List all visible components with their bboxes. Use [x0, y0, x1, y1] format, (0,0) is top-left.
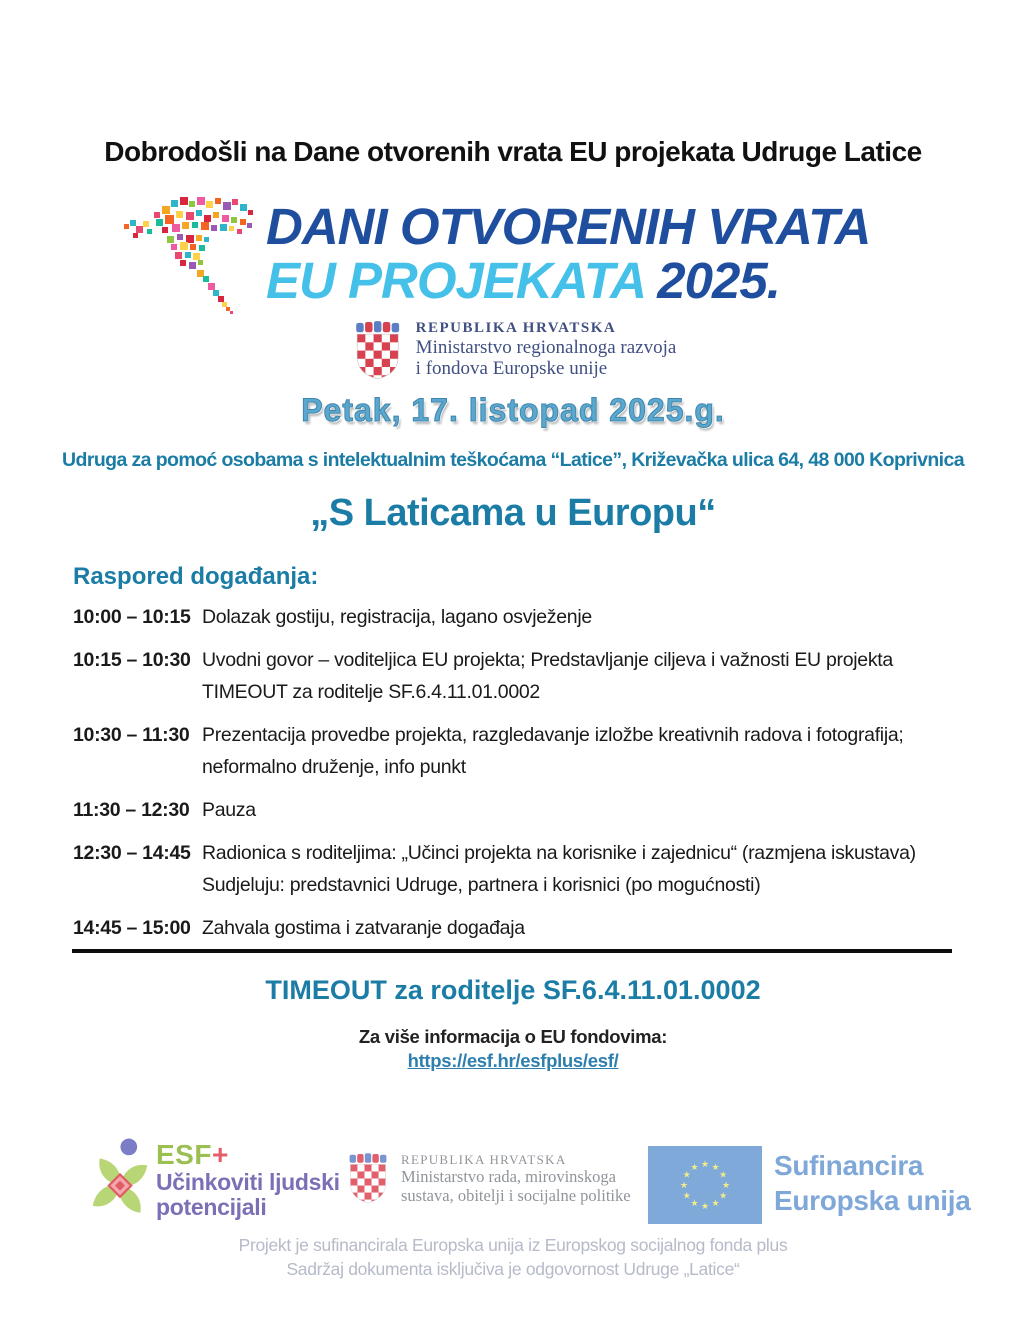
- svg-text:★: ★: [690, 1162, 699, 1173]
- croatia-coat-of-arms-icon: [344, 1150, 392, 1206]
- svg-text:★: ★: [679, 1181, 689, 1191]
- esf-pinwheel-icon: [76, 1136, 164, 1230]
- ministry-labor-line2: sustava, obitelji i socijalne politike: [401, 1185, 631, 1205]
- event-logo-title-line2: [266, 251, 886, 309]
- schedule-item-text: Dolazak gostiju, registracija, lagano osvježenje: [202, 606, 592, 628]
- event-logo-eu-projekata: EU PROJEKATA: [266, 251, 658, 309]
- schedule-item-time: 10:30 – 11:30: [73, 724, 190, 746]
- schedule-item-time: 11:30 – 12:30: [73, 799, 190, 821]
- croatia-mosaic-map-icon: [120, 188, 260, 316]
- schedule-item-text: Radionica s roditeljima: „Učinci projekta na korisnike i zajednicu“ (razmjena iskustava) Sudjeluju: predstavnici Udruge, partnera i korisnici (po mogućnosti): [202, 842, 916, 896]
- svg-text:★: ★: [719, 1191, 728, 1202]
- schedule-item: [73, 719, 958, 783]
- esf-tagline-line2: potencijali: [156, 1194, 267, 1221]
- schedule-item-time: 12:30 – 14:45: [73, 842, 191, 864]
- schedule-item-text: Uvodni govor – voditeljica EU projekta; Predstavljanje ciljeva i važnosti EU projekta TIMEOUT za roditelje SF.6.4.11.01.0002: [202, 649, 893, 703]
- schedule-item-time: 10:00 – 10:15: [73, 606, 191, 628]
- ministry-regional-line2: i fondova Europske unije: [415, 358, 608, 380]
- project-title: TIMEOUT za roditelje SF.6.4.11.01.0002: [265, 975, 761, 1005]
- esf-brand-plus: +: [211, 1139, 229, 1170]
- eu-cofinance-line2: Europska unija: [774, 1185, 971, 1216]
- ministry-labor-country: REPUBLIKA HRVATSKA: [401, 1152, 567, 1167]
- croatia-coat-of-arms-icon: [350, 318, 406, 382]
- eu-cofinance-line1: Sufinancira: [774, 1150, 924, 1181]
- eu-flag-icon: [648, 1146, 762, 1224]
- section-divider: [72, 949, 952, 953]
- schedule-item-time: 14:45 – 15:00: [73, 917, 191, 939]
- svg-text:★: ★: [711, 1199, 720, 1210]
- event-logo-title-line1: DANI OTVORENIH VRATA: [266, 198, 871, 255]
- svg-text:★: ★: [719, 1170, 728, 1181]
- ministry-labor-line1: Ministarstvo rada, mirovinskoga: [401, 1167, 616, 1186]
- ministry-regional-country: REPUBLIKA HRVATSKA: [415, 320, 617, 336]
- esf-brand-esf: ESF: [156, 1139, 212, 1170]
- eu-funds-link[interactable]: https://esf.hr/esfplus/esf/: [407, 1050, 619, 1071]
- date-banner: Petak, 17. listopad 2025.g.: [301, 392, 725, 428]
- svg-text:★: ★: [682, 1191, 691, 1202]
- svg-text:★: ★: [690, 1199, 699, 1210]
- esf-tagline-line1: Učinkoviti ljudski: [156, 1169, 340, 1196]
- schedule-item: [73, 601, 958, 633]
- disclaimer-line1: Projekt je sufinancirala Europska unija iz Europskog socijalnog fonda plus: [238, 1235, 788, 1255]
- svg-text:★: ★: [711, 1162, 720, 1173]
- ministry-labor-block: [344, 1150, 631, 1206]
- eu-cofinance-block: [774, 1148, 971, 1218]
- schedule-list: [73, 601, 958, 955]
- schedule-item: [73, 794, 958, 826]
- svg-text:★: ★: [700, 1202, 710, 1212]
- ministry-regional-block: [350, 318, 677, 382]
- footer-disclaimer: [0, 1233, 1026, 1281]
- eu-funds-info-label: Za više informacija o EU fondovima:: [358, 1026, 668, 1047]
- ministry-regional-line1: Ministarstvo regionalnoga razvoja: [415, 337, 677, 358]
- disclaimer-line2: Sadržaj dokumenta isključiva je odgovornost Udruge „Latice“: [286, 1259, 740, 1280]
- welcome-title: Dobrodošli na Dane otvorenih vrata EU projekata Udruge Latice: [104, 136, 922, 167]
- schedule-item: [73, 644, 958, 708]
- schedule-item-text: Pauza: [202, 799, 256, 821]
- esf-brand: [156, 1140, 340, 1170]
- schedule-item: [73, 837, 958, 901]
- event-logo-title: [266, 200, 886, 307]
- svg-text:★: ★: [700, 1160, 710, 1170]
- svg-text:★: ★: [721, 1181, 731, 1191]
- schedule-item-time: 10:15 – 10:30: [73, 649, 191, 671]
- schedule-item: [73, 912, 958, 944]
- schedule-item-text: Prezentacija provedbe projekta, razgledavanje izložbe kreativnih radova i fotografija; neformalno druženje, info punkt: [202, 724, 904, 778]
- organizer-line: Udruga za pomoć osobama s intelektualnim teškoćama “Latice”, Križevačka ulica 64, 48 000 Koprivnica: [62, 449, 964, 471]
- schedule-heading: Raspored događanja:: [73, 563, 319, 590]
- esf-brand-block: [156, 1140, 340, 1220]
- main-heading: „S Laticama u Europu“: [310, 492, 716, 534]
- eu-funds-link-row: [0, 1050, 1026, 1072]
- event-logo-year: 2025.: [657, 251, 780, 309]
- schedule-item-text: Zahvala gostima i zatvaranje događaja: [202, 917, 525, 939]
- svg-text:★: ★: [682, 1170, 691, 1181]
